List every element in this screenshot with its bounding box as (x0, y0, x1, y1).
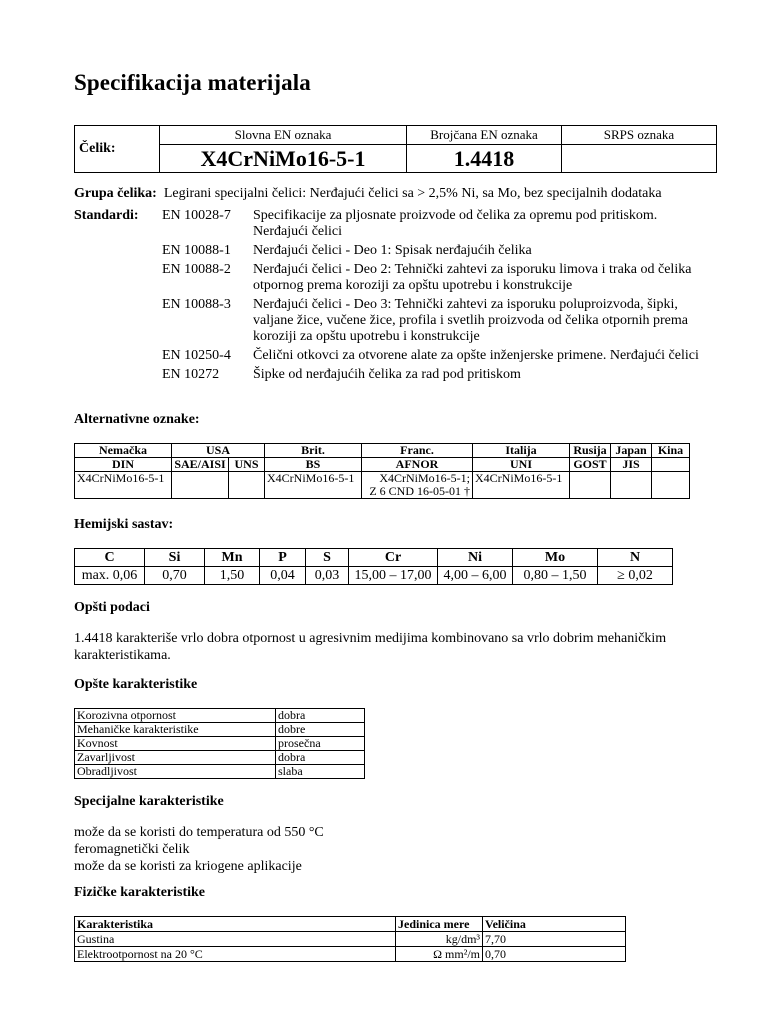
alt-value-afnor-1: X4CrNiMo16-5-1; (379, 471, 470, 485)
chemical-value: max. 0,06 (75, 567, 145, 585)
physical-unit: Ω mm²/m (396, 947, 483, 962)
chemical-value: 0,70 (145, 567, 205, 585)
characteristic-value: dobre (276, 723, 365, 737)
physical-header-row (75, 917, 626, 932)
alt-system: UNS (229, 458, 265, 472)
chemical-value: 0,03 (306, 567, 349, 585)
alt-value-sae (172, 472, 229, 499)
standard-code: EN 10088-3 (162, 297, 231, 312)
alt-value-jis (611, 472, 652, 499)
chemical-element: Mo (513, 549, 598, 567)
chemical-value: 0,04 (260, 567, 306, 585)
general-characteristics-table (74, 708, 365, 779)
steel-designation-table (74, 125, 717, 173)
physical-name: Gustina (75, 932, 396, 947)
steel-header-srps: SRPS oznaka (562, 126, 717, 145)
chemical-value-row (75, 567, 673, 585)
physical-row (75, 947, 626, 962)
chemical-title: Hemijski sastav: (74, 517, 174, 532)
alt-system: DIN (75, 458, 172, 472)
alt-country: Kina (652, 444, 690, 458)
alt-system: UNI (473, 458, 570, 472)
physical-header: Karakteristika (75, 917, 396, 932)
standard-code: EN 10088-1 (162, 243, 231, 258)
standard-desc: Nerđajući čelici - Deo 1: Spisak nerđajućih čelika (253, 243, 532, 258)
standard-code: EN 10250-4 (162, 348, 231, 363)
special-characteristics-title: Specijalne karakteristike (74, 794, 224, 809)
page-title: Specifikacija materijala (74, 70, 311, 95)
physical-characteristics-title: Fizičke karakteristike (74, 885, 206, 900)
alt-value-kina (652, 472, 690, 499)
characteristic-row (75, 765, 365, 779)
alt-system: GOST (570, 458, 611, 472)
chemical-value: 4,00 – 6,00 (438, 567, 513, 585)
physical-value: 0,70 (483, 947, 626, 962)
alt-value-afnor-2: Z 6 CND 16-05-01 † (369, 484, 470, 498)
alt-country: Nemačka (75, 444, 172, 458)
standard-desc: Specifikacije za pljosnate proizvode od čelika za opremu pod pritiskom. Nerđajući čelici (253, 208, 658, 239)
physical-row (75, 932, 626, 947)
alt-system: JIS (611, 458, 652, 472)
chemical-value: 15,00 – 17,00 (349, 567, 438, 585)
standard-item (74, 208, 714, 240)
characteristic-row (75, 709, 365, 723)
characteristic-name: Obradljivost (75, 765, 276, 779)
alt-value-afnor (362, 472, 473, 499)
general-characteristics-title: Opšte karakteristike (74, 677, 198, 692)
standard-code: EN 10272 (162, 367, 220, 382)
physical-characteristics-table (74, 916, 626, 962)
standard-item (74, 367, 714, 383)
chemical-value: ≥ 0,02 (598, 567, 673, 585)
characteristic-name: Zavarljivost (75, 751, 276, 765)
steel-header-number: Brojčana EN oznaka (407, 126, 562, 145)
alt-system: AFNOR (362, 458, 473, 472)
steel-header-letter: Slovna EN oznaka (160, 126, 407, 145)
alt-value-gost (570, 472, 611, 499)
chemical-value: 0,80 – 1,50 (513, 567, 598, 585)
steel-group-label: Grupa čelika: (74, 186, 157, 201)
standard-item (74, 262, 714, 294)
characteristic-name: Kovnost (75, 737, 276, 751)
special-characteristic: može da se koristi do temperatura od 550 °C (74, 825, 324, 840)
alt-country: Brit. (265, 444, 362, 458)
characteristic-name: Mehaničke karakteristike (75, 723, 276, 737)
characteristic-row (75, 751, 365, 765)
standard-desc: Nerđajući čelici - Deo 3: Tehnički zahtevi za isporuku poluproizvoda, šipki, valjane žice, vučene žice, profila i svetlih proizvoda od čelika otpornih prema koroziji za opštu upotrebu i konstrukcije (253, 297, 688, 344)
characteristic-value: prosečna (276, 737, 365, 751)
alt-value-row (75, 472, 690, 499)
alt-system-empty (652, 458, 690, 472)
alt-country: Japan (611, 444, 652, 458)
characteristic-name: Korozivna otpornost (75, 709, 276, 723)
standard-desc: Nerđajući čelici - Deo 2: Tehnički zahtevi za isporuku limova i traka od čelika otpornog prema koroziji za opštu upotrebu i konstrukcije (253, 262, 692, 293)
steel-label: Čelik: (75, 126, 160, 173)
standard-item (74, 348, 714, 364)
chemical-element: Cr (349, 549, 438, 567)
steel-group-line (74, 186, 662, 202)
alt-country-row (75, 444, 690, 458)
steel-designation: X4CrNiMo16-5-1 (160, 145, 407, 173)
general-data-title: Opšti podaci (74, 600, 150, 615)
chemical-element: Si (145, 549, 205, 567)
standard-desc: Čelični otkovci za otvorene alate za opšte inženjerske primene. Nerđajući čelici (253, 348, 699, 363)
steel-number: 1.4418 (407, 145, 562, 173)
chemical-element: Ni (438, 549, 513, 567)
chemical-table (74, 548, 673, 585)
physical-header: Jedinica mere (396, 917, 483, 932)
characteristic-value: dobra (276, 751, 365, 765)
chemical-element: P (260, 549, 306, 567)
standard-code: EN 10028-7 (162, 208, 231, 223)
alt-country: Rusija (570, 444, 611, 458)
characteristic-row (75, 737, 365, 751)
chemical-element: C (75, 549, 145, 567)
standards-block (74, 208, 714, 383)
physical-unit: kg/dm³ (396, 932, 483, 947)
alt-country: Italija (473, 444, 570, 458)
standard-desc: Šipke od nerđajućih čelika za rad pod pritiskom (253, 367, 521, 382)
characteristic-row (75, 723, 365, 737)
physical-value: 7,70 (483, 932, 626, 947)
steel-srps (562, 145, 717, 173)
standard-item (74, 243, 714, 259)
chemical-element-row (75, 549, 673, 567)
chemical-element: Mn (205, 549, 260, 567)
special-characteristic: feromagnetički čelik (74, 842, 190, 857)
standard-code: EN 10088-2 (162, 262, 231, 277)
alt-system: SAE/AISI (172, 458, 229, 472)
physical-header: Veličina (483, 917, 626, 932)
alt-value-bs: X4CrNiMo16-5-1 (265, 472, 362, 499)
standard-item (74, 297, 714, 345)
alt-designations-title: Alternativne oznake: (74, 412, 200, 427)
alt-system: BS (265, 458, 362, 472)
alt-country: Franc. (362, 444, 473, 458)
alt-country: USA (172, 444, 265, 458)
standards-label: Standardi: (74, 208, 139, 223)
chemical-element: S (306, 549, 349, 567)
chemical-element: N (598, 549, 673, 567)
special-characteristics-list (74, 824, 324, 875)
alt-value-din: X4CrNiMo16-5-1 (75, 472, 172, 499)
physical-name: Elektrootpornost na 20 °C (75, 947, 396, 962)
special-characteristic: može da se koristi za kriogene aplikacije (74, 859, 302, 874)
alt-system-row (75, 458, 690, 472)
alt-designations-table (74, 443, 690, 499)
alt-value-uni: X4CrNiMo16-5-1 (473, 472, 570, 499)
general-data-text: 1.4418 karakteriše vrlo dobra otpornost u agresivnim medijima kombinovano sa vrlo dobrim mehaničkim karakteristikama. (74, 631, 667, 663)
chemical-value: 1,50 (205, 567, 260, 585)
steel-group-value: Legirani specijalni čelici: Nerđajući čelici sa > 2,5% Ni, sa Mo, bez specijalnih dodataka (163, 186, 662, 201)
characteristic-value: dobra (276, 709, 365, 723)
alt-value-uns (229, 472, 265, 499)
characteristic-value: slaba (276, 765, 365, 779)
